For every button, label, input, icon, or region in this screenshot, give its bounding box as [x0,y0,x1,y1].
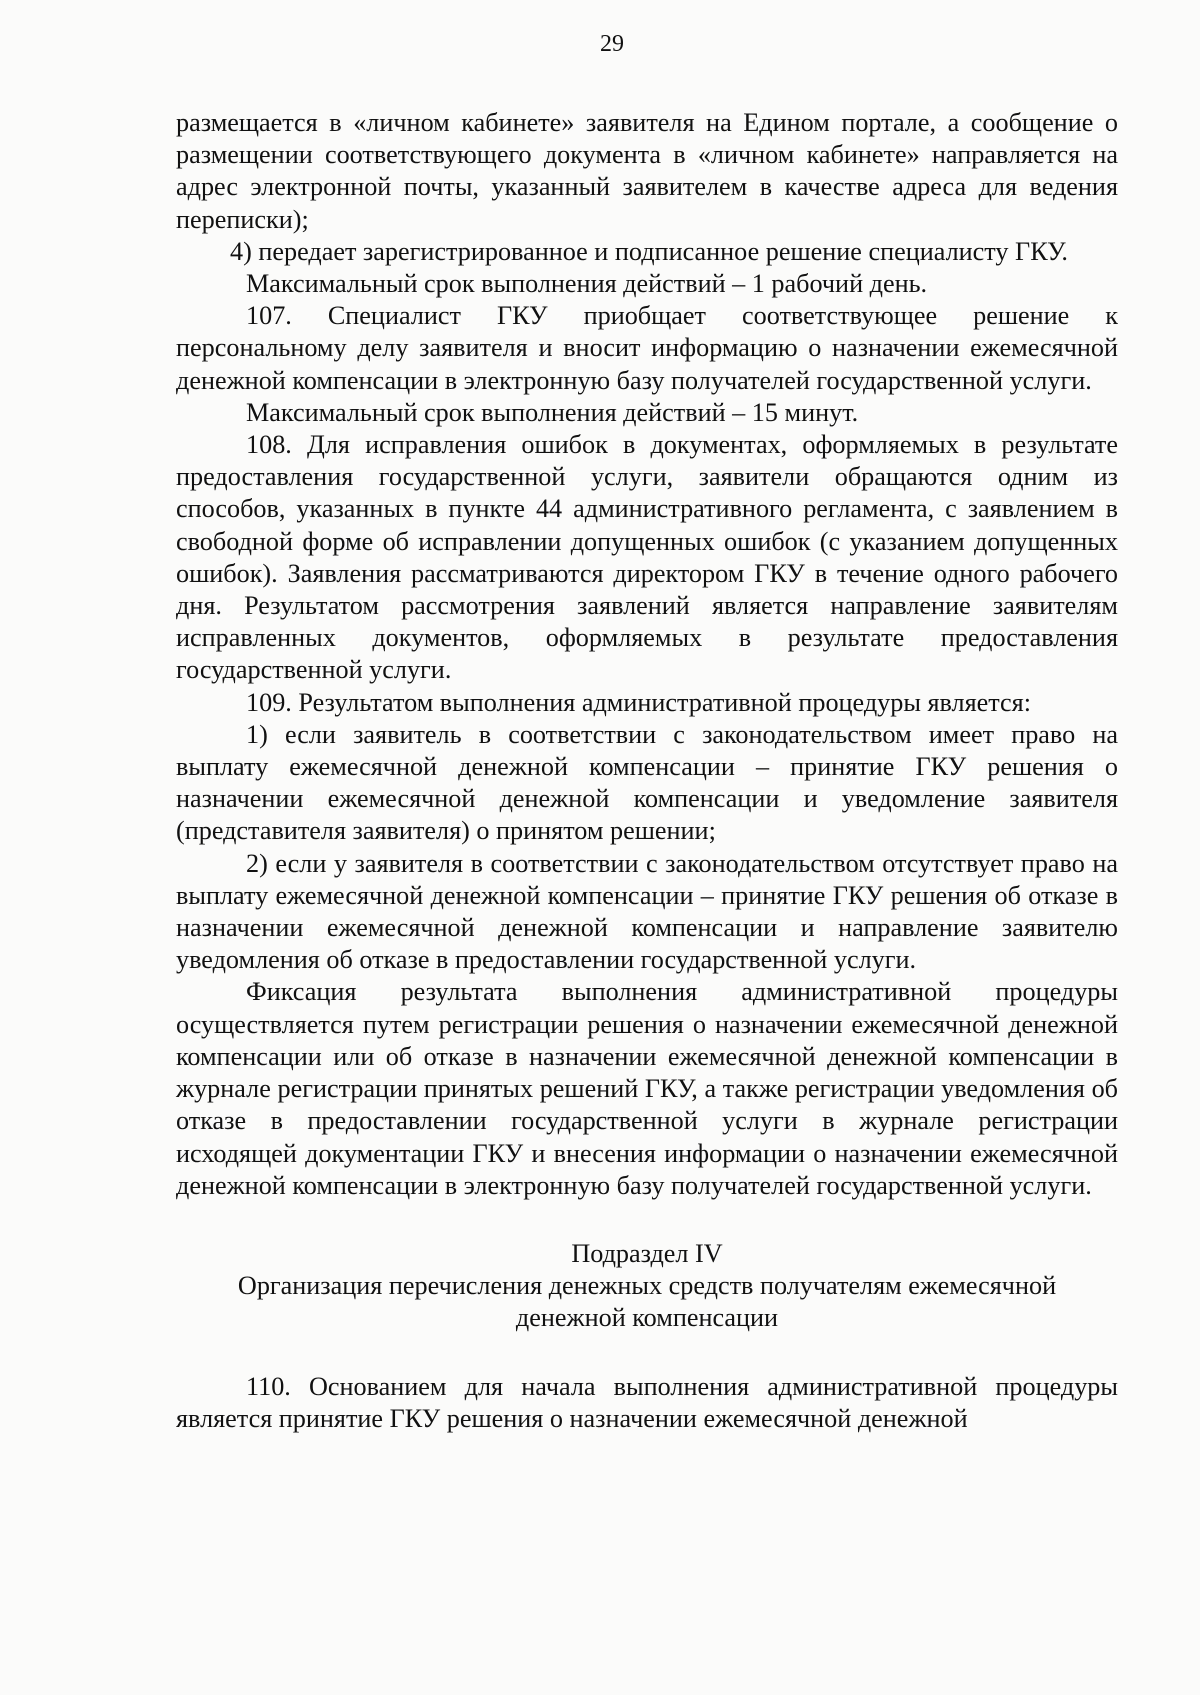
subsection-subtitle-line-2: денежной компенсации [515,1303,779,1333]
paragraph-107: 107. Специалист ГКУ приобщает соответствующее решение к персональному делу заявителя и вносит информацию о назначении ежемесячной денежной компенсации в электронную базу получателей государственной услуги. [176,301,1118,395]
paragraph-continuation: размещается в «личном кабинете» заявителя на Едином портале, а сообщение о размещении соответствующего документа в «личном кабинете» направляется на адрес электронной почты, указанный заявителем в качестве адреса для ведения переписки); [176,108,1118,234]
section-spacer [176,1335,1118,1371]
document-body [176,107,1118,1435]
paragraph-109-item-1: 1) если заявитель в соответствии с законодательством имеет право на выплату ежемесячной денежной компенсации – принятие ГКУ решения о назначении ежемесячной денежной компенсации и уведомление заявителя (представителя заявителя) о принятом решении; [176,719,1118,846]
subsection-title: Подраздел IV [571,1238,723,1268]
paragraph-109: 109. Результатом выполнения административной процедуры является: [246,687,1031,717]
paragraph-109-item-2: 2) если у заявителя в соответствии с законодательством отсутствует право на выплату ежемесячной денежной компенсации – принятие ГКУ решения об отказе в назначении ежемесячной денежной компенсации и направление заявителю уведомления об отказе в предоставлении государственной услуги. [176,848,1118,975]
paragraph-108: 108. Для исправления ошибок в документах, оформляемых в результате предоставления государственной услуги, заявители обращаются одним из способов, указанных в пункте 44 административного регламента, с заявлением в свободной форме об исправлении допущенных ошибок (с указанием допущенных ошибок). Заявления рассматриваются директором ГКУ в течение одного рабочего дня. Результатом рассмотрения заявлений является направление заявителям исправленных документов, оформляемых в результате предоставления государственной услуги. [176,430,1118,685]
paragraph-item-4: 4) передает зарегистрированное и подписанное решение специалисту ГКУ. [230,236,1068,266]
paragraph-110: 110. Основанием для начала выполнения административной процедуры является принятие ГКУ решения о назначении ежемесячной денежной [176,1371,1118,1433]
subsection-heading [164,1238,1130,1335]
paragraph-deadline-1: Максимальный срок выполнения действий – 1 рабочий день. [246,269,928,299]
subsection-subtitle-line-1: Организация перечисления денежных средств получателям ежемесячной [237,1271,1057,1301]
paragraph-fixation: Фиксация результата выполнения административной процедуры осуществляется путем регистрации решения о назначении ежемесячной денежной компенсации или об отказе в назначении ежемесячной денежной компенсации в журнале регистрации принятых решений ГКУ, а также регистрации уведомления об отказе в предоставлении государственной услуги в журнале регистрации исходящей документации ГКУ и внесения информации о назначении ежемесячной денежной компенсации в электронную базу получателей государственной услуги. [176,977,1118,1200]
paragraph-deadline-2: Максимальный срок выполнения действий – 15 минут. [246,397,859,427]
page-number: 29 [600,31,624,57]
